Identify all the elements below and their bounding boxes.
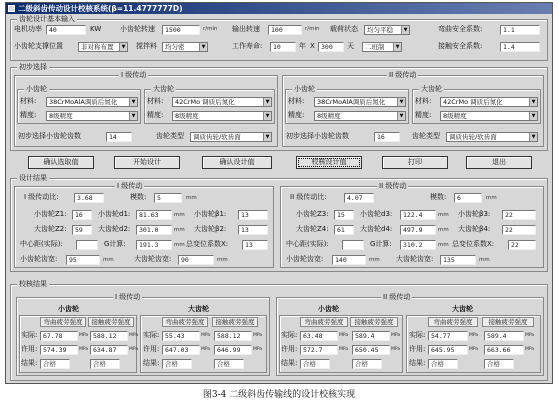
s1-module-input[interactable]: 5 — [154, 193, 182, 203]
s2-large-width-input[interactable]: 135 — [440, 255, 476, 265]
s2-b3-label: 小齿轮β3: — [458, 210, 491, 218]
s2-g-label: G计算: — [370, 240, 392, 248]
s2-center-input[interactable]: 310.2 — [400, 240, 436, 250]
c2-large-contact-result[interactable]: 合格 — [484, 359, 514, 369]
c2-large-result-label: 结果: — [409, 359, 426, 367]
s2-center-unit: mm — [438, 242, 449, 248]
c1-large-bend-result[interactable]: 合格 — [162, 359, 192, 369]
chevron-down-icon[interactable]: ▼ — [263, 133, 271, 141]
s2-module-label: 模数: — [430, 193, 447, 201]
c1-small-result-label: 结果: — [21, 359, 38, 367]
c1-small-bend-actual[interactable]: 67.78 — [40, 331, 78, 341]
c1-small-contact-header: 接触疲劳强度 — [88, 317, 134, 327]
c2-mpa-unit: MPa — [339, 347, 349, 352]
s1-center-unit: mm — [174, 242, 185, 248]
s1-large-width-unit: mm — [217, 257, 228, 263]
c1-large-actual-label: 实际: — [143, 331, 160, 339]
s1-small-width-label: 小齿轮齿宽: — [20, 255, 58, 263]
s2-type-select[interactable] — [446, 132, 538, 142]
c2-small-bend-header: 弯曲疲劳强度 — [300, 317, 348, 327]
initial-stage1-small-title: 小齿轮 — [26, 85, 47, 93]
c2-large-bend-header: 弯曲疲劳强度 — [428, 317, 478, 327]
s2-d3-input[interactable]: 122.4 — [400, 210, 436, 220]
s1-g-label: G计算: — [104, 240, 126, 248]
s2-ratio-input[interactable]: 4.07 — [344, 193, 374, 203]
s2-small-material-label: 材料: — [288, 97, 305, 105]
s1-b2-input[interactable]: 13 — [238, 225, 268, 235]
s2-large-material-select[interactable] — [440, 97, 538, 107]
c1-mpa-unit: MPa — [129, 347, 139, 352]
c1-large-bend-actual[interactable]: 55.43 — [162, 331, 200, 341]
c2-small-contact-result[interactable]: 合格 — [352, 359, 382, 369]
chevron-down-icon[interactable]: ▼ — [393, 43, 401, 51]
c1-mpa-unit: MPa — [253, 347, 263, 352]
s2-total-label: 总变位系数X: — [452, 240, 495, 248]
stir-select[interactable] — [162, 42, 208, 52]
s2-large-precision-select[interactable] — [440, 111, 538, 121]
s1-teeth-label: 初步选择小齿轮齿数 — [18, 132, 81, 140]
s2-z3-label: 小齿轮Z3: — [296, 210, 329, 218]
pinion-speed-input[interactable]: 1500 — [162, 25, 200, 35]
initial-stage1-large-title: 大齿轮 — [153, 85, 174, 93]
s1-teeth-input[interactable]: 14 — [106, 132, 132, 142]
pinion-speed-unit: r/min — [203, 26, 218, 32]
s1-type-value: 调质齿轮/软齿面 — [193, 133, 241, 141]
life-label: 工作寿命: — [232, 42, 263, 50]
s1-d1-label: 小齿轮d1: — [98, 210, 131, 218]
c2-large-actual-label: 实际: — [409, 331, 426, 339]
s2-z4-label: 大齿轮Z4: — [296, 225, 329, 233]
s2-d3-unit: mm — [438, 212, 449, 218]
s1-ratio-label: I 级传动比: — [24, 193, 59, 201]
print-button[interactable]: 打印 — [382, 156, 448, 169]
c1-mpa-unit: MPa — [201, 347, 211, 352]
s1-large-width-label: 大齿轮齿宽: — [134, 255, 172, 263]
s2-small-precision-value: 8级精度 — [317, 112, 341, 120]
c1-large-contact-header: 接触疲劳强度 — [212, 317, 258, 327]
c2-large-bend-result[interactable]: 合格 — [428, 359, 458, 369]
s2-total-input[interactable]: 22 — [508, 240, 536, 250]
c2-mpa-unit: MPa — [391, 347, 401, 352]
s2-center-blank[interactable] — [342, 240, 364, 250]
s1-large-precision-value: 8级精度 — [175, 112, 199, 120]
s2-module-unit: mm — [486, 195, 497, 201]
s1-total-input[interactable]: 13 — [242, 240, 268, 250]
power-input[interactable]: 40 — [46, 25, 86, 35]
c2-small-title: 小齿轮 — [318, 305, 339, 313]
s2-large-width-label: 大齿轮齿宽: — [396, 255, 434, 263]
c2-small-contact-actual[interactable]: 589.4 — [352, 331, 390, 341]
c2-small-result-label: 结果: — [281, 359, 298, 367]
power-unit: KW — [90, 25, 102, 33]
c1-small-title: 小齿轮 — [58, 305, 79, 313]
contact-safety-input[interactable]: 1.4 — [500, 42, 540, 52]
support-value: 非对称布置 — [81, 43, 114, 51]
c1-large-title: 大齿轮 — [188, 305, 209, 313]
c2-mpa-unit: MPa — [391, 333, 401, 338]
c2-large-allow-label: 许用: — [409, 345, 426, 353]
s2-large-width-unit: mm — [479, 257, 490, 263]
chevron-down-icon[interactable]: ▼ — [129, 98, 137, 106]
s2-d4-label: 大齿轮d4: — [360, 225, 393, 233]
s2-small-width-input[interactable]: 140 — [332, 255, 366, 265]
initial-selection-legend: 初步选择 — [19, 63, 47, 71]
bend-safety-input[interactable]: 1.1 — [500, 25, 540, 35]
s1-module-label: 模数: — [130, 193, 147, 201]
life-days-unit: 天 — [347, 42, 354, 50]
load-value: 均匀平稳 — [367, 26, 393, 34]
stir-label: 搅拌料 — [136, 42, 157, 50]
s2-module-input[interactable]: 6 — [454, 193, 482, 203]
c1-large-contact-actual[interactable]: 588.12 — [214, 331, 252, 341]
s1-small-width-input[interactable]: 95 — [66, 255, 100, 265]
figure-caption: 图3-4 二级斜齿传输线的设计校核实现 — [202, 390, 356, 400]
s2-small-width-unit: mm — [369, 257, 380, 263]
chevron-down-icon[interactable]: ▼ — [263, 98, 271, 106]
window-title: 二级斜齿传动设计校核系统(β=11.4777777D) — [18, 4, 183, 13]
c1-small-actual-label: 实际: — [21, 331, 38, 339]
confirm-selection-button[interactable]: 确认选取值 — [28, 156, 94, 169]
load-select[interactable] — [364, 25, 410, 35]
s2-b3-input[interactable]: 22 — [502, 210, 536, 220]
s2-teeth-label: 初步选择小齿轮齿数 — [286, 132, 349, 140]
s2-small-material-select[interactable] — [314, 97, 406, 107]
life-days-input[interactable]: 300 — [318, 42, 344, 52]
c1-large-result-label: 结果: — [143, 359, 160, 367]
c1-large-contact-allow[interactable]: 646.99 — [214, 345, 252, 355]
load-label: 载荷状态 — [330, 25, 358, 33]
s2-b4-label: 大齿轮β4: — [458, 225, 491, 233]
s1-small-precision-label: 精度: — [20, 111, 37, 119]
exit-button[interactable]: 退出 — [466, 156, 532, 169]
initial-stage2-large-title: 大齿轮 — [421, 85, 442, 93]
check-design-button[interactable]: 校核设计值 — [296, 156, 362, 169]
output-speed-label: 输出转速 — [232, 25, 260, 33]
initial-stage2-small-title: 小齿轮 — [294, 85, 315, 93]
c1-small-bend-allow[interactable]: 574.39 — [40, 345, 78, 355]
s1-d2-unit: mm — [174, 227, 185, 233]
chevron-down-icon[interactable]: ▼ — [529, 112, 537, 120]
s1-large-material-label: 材料: — [147, 97, 164, 105]
c2-large-bend-actual[interactable]: 54.77 — [428, 331, 468, 341]
shift-value: 二班制 — [365, 43, 385, 51]
s1-z1-input[interactable]: 16 — [72, 210, 92, 220]
check-stage1-title: I 级传动 — [115, 293, 141, 301]
s2-large-material-label: 材料: — [415, 97, 432, 105]
c2-small-bend-actual[interactable]: 63.48 — [300, 331, 338, 341]
s1-small-material-label: 材料: — [20, 97, 37, 105]
shift-select[interactable] — [362, 42, 402, 52]
s1-d2-input[interactable]: 301.0 — [136, 225, 172, 235]
c2-small-contact-header: 接触疲劳强度 — [350, 317, 398, 327]
s1-z2-label: 大齿轮Z2: — [34, 225, 67, 233]
s2-b4-input[interactable]: 22 — [502, 225, 536, 235]
s2-d3-label: 小齿轮d3: — [360, 210, 393, 218]
s2-large-material-value: 42CrMo 调质后氮化 — [443, 98, 503, 106]
s1-small-precision-select[interactable] — [46, 111, 138, 121]
c1-large-bend-allow[interactable]: 647.03 — [162, 345, 200, 355]
life-years-input[interactable]: 10 — [270, 42, 296, 52]
s1-large-precision-select[interactable] — [172, 111, 272, 121]
s2-type-value: 调质齿轮/软齿面 — [449, 133, 497, 141]
c1-mpa-unit: MPa — [79, 333, 89, 338]
basic-input-legend: 齿轮设计基本输入 — [19, 15, 75, 23]
s2-large-precision-label: 精度: — [415, 111, 432, 119]
confirm-design-button[interactable]: 确认设计值 — [202, 156, 272, 169]
c2-mpa-unit: MPa — [469, 347, 479, 352]
c1-large-allow-label: 许用: — [143, 345, 160, 353]
c2-small-contact-allow[interactable]: 650.45 — [352, 345, 390, 355]
c2-mpa-unit: MPa — [469, 333, 479, 338]
s1-b1-label: 小齿轮β1: — [194, 210, 227, 218]
c2-small-bend-allow[interactable]: 572.7 — [300, 345, 338, 355]
c2-large-title: 大齿轮 — [452, 305, 473, 313]
design-stage2-title: II 级传动 — [379, 182, 407, 190]
s1-total-label: 总变位系数X: — [186, 240, 229, 248]
s1-module-unit: mm — [186, 195, 197, 201]
output-speed-input[interactable]: 100 — [268, 25, 302, 35]
initial-stage2-title: II 级传动 — [389, 71, 417, 79]
check-stage2-title: II 级传动 — [383, 293, 411, 301]
s1-z2-input[interactable]: 59 — [72, 225, 92, 235]
c2-small-bend-result[interactable]: 合格 — [300, 359, 330, 369]
s1-large-precision-label: 精度: — [147, 111, 164, 119]
s1-d1-input[interactable]: 81.63 — [136, 210, 172, 220]
c1-large-bend-header: 弯曲疲劳强度 — [162, 317, 208, 327]
check-result-legend: 校核结果 — [19, 280, 47, 288]
s1-b2-label: 大齿轮β2: — [194, 225, 227, 233]
support-select[interactable] — [78, 42, 128, 52]
c1-mpa-unit: MPa — [201, 333, 211, 338]
c1-mpa-unit: MPa — [129, 333, 139, 338]
s1-small-material-value: 38CrMoAlA调质后氮化 — [49, 98, 118, 106]
contact-safety-label: 接触安全系数: — [438, 42, 483, 50]
c2-large-bend-allow[interactable]: 645.95 — [428, 345, 468, 355]
s2-small-material-value: 38CrMoAlA调质后氮化 — [317, 98, 386, 106]
c2-large-contact-allow[interactable]: 663.66 — [484, 345, 524, 355]
s2-small-precision-select[interactable] — [314, 111, 406, 121]
s2-teeth-input[interactable]: 16 — [374, 132, 400, 142]
output-speed-unit: r/min — [305, 26, 320, 32]
s2-type-label: 齿轮类型 — [412, 132, 440, 140]
title-bar[interactable] — [6, 3, 552, 14]
s2-ratio-label: II 级传动比: — [290, 193, 327, 201]
c1-small-contact-result[interactable]: 合格 — [90, 359, 120, 369]
s2-z3-input[interactable]: 15 — [334, 210, 354, 220]
s1-type-select[interactable] — [190, 132, 272, 142]
start-design-button[interactable]: 开始设计 — [114, 156, 180, 169]
chevron-down-icon[interactable]: ▼ — [401, 26, 409, 34]
chevron-down-icon[interactable]: ▼ — [263, 112, 271, 120]
s1-d2-label: 大齿轮d2: — [98, 225, 131, 233]
c1-small-allow-label: 许用: — [21, 345, 38, 353]
chevron-down-icon[interactable]: ▼ — [199, 43, 207, 51]
chevron-down-icon[interactable]: ▼ — [129, 112, 137, 120]
life-x-label: X — [310, 42, 315, 50]
c2-small-allow-label: 许用: — [281, 345, 298, 353]
c1-mpa-unit: MPa — [253, 333, 263, 338]
pinion-speed-label: 小齿轮转速 — [120, 25, 155, 33]
c1-small-bend-result[interactable]: 合格 — [40, 359, 70, 369]
s1-small-material-select[interactable] — [46, 97, 138, 107]
c1-small-contact-actual[interactable]: 588.12 — [90, 331, 128, 341]
s2-d4-unit: mm — [438, 227, 449, 233]
s1-b1-input[interactable]: 13 — [238, 210, 268, 220]
s1-center-blank[interactable] — [76, 240, 98, 250]
app-icon — [8, 5, 15, 12]
s2-small-width-label: 小齿轮齿宽: — [286, 255, 324, 263]
s1-d1-unit: mm — [174, 212, 185, 218]
c2-large-contact-header: 接触疲劳强度 — [482, 317, 534, 327]
c2-large-contact-actual[interactable]: 589.4 — [484, 331, 524, 341]
s1-small-width-unit: mm — [103, 257, 114, 263]
c1-large-contact-result[interactable]: 合格 — [214, 359, 244, 369]
s2-center-label: 中心距(实际): — [286, 240, 329, 248]
chevron-down-icon[interactable]: ▼ — [529, 133, 537, 141]
c2-small-actual-label: 实际: — [281, 331, 298, 339]
s1-large-width-input[interactable]: 90 — [178, 255, 214, 265]
s2-large-precision-value: 8级精度 — [443, 112, 467, 120]
c2-mpa-unit: MPa — [525, 333, 535, 338]
c2-mpa-unit: MPa — [525, 347, 535, 352]
s1-small-precision-value: 8级精度 — [49, 112, 73, 120]
support-label: 小齿轮支撑位置 — [14, 42, 63, 50]
initial-stage1-title: I 级传动 — [121, 71, 147, 79]
s2-d4-input[interactable]: 497.9 — [400, 225, 436, 235]
chevron-down-icon[interactable]: ▼ — [529, 98, 537, 106]
c2-mpa-unit: MPa — [339, 333, 349, 338]
s1-ratio-input[interactable]: 3.68 — [74, 193, 104, 203]
chevron-down-icon[interactable]: ▼ — [397, 98, 405, 106]
s1-center-input[interactable]: 191.3 — [136, 240, 172, 250]
s1-z1-label: 小齿轮Z1: — [34, 210, 67, 218]
power-label: 电机功率 — [14, 25, 42, 33]
design-result-legend: 设计结果 — [19, 174, 47, 182]
s2-z4-input[interactable]: 61 — [334, 225, 354, 235]
s1-large-material-select[interactable] — [172, 97, 272, 107]
chevron-down-icon[interactable]: ▼ — [119, 43, 127, 51]
life-years-unit: 年 — [299, 42, 306, 50]
c1-small-bend-header: 弯曲疲劳强度 — [40, 317, 86, 327]
app-window — [5, 2, 553, 384]
c1-small-contact-allow[interactable]: 634.87 — [90, 345, 128, 355]
s1-center-label: 中心距(实际): — [20, 240, 63, 248]
stir-value: 均匀密 — [165, 43, 185, 51]
design-stage1-title: I 级传动 — [117, 182, 143, 190]
bend-safety-label: 弯曲安全系数: — [438, 25, 483, 33]
s1-type-label: 齿轮类型 — [156, 132, 184, 140]
c1-mpa-unit: MPa — [79, 347, 89, 352]
s1-large-material-value: 42CrMo 调质后氮化 — [175, 98, 235, 106]
chevron-down-icon[interactable]: ▼ — [397, 112, 405, 120]
s2-small-precision-label: 精度: — [288, 111, 305, 119]
